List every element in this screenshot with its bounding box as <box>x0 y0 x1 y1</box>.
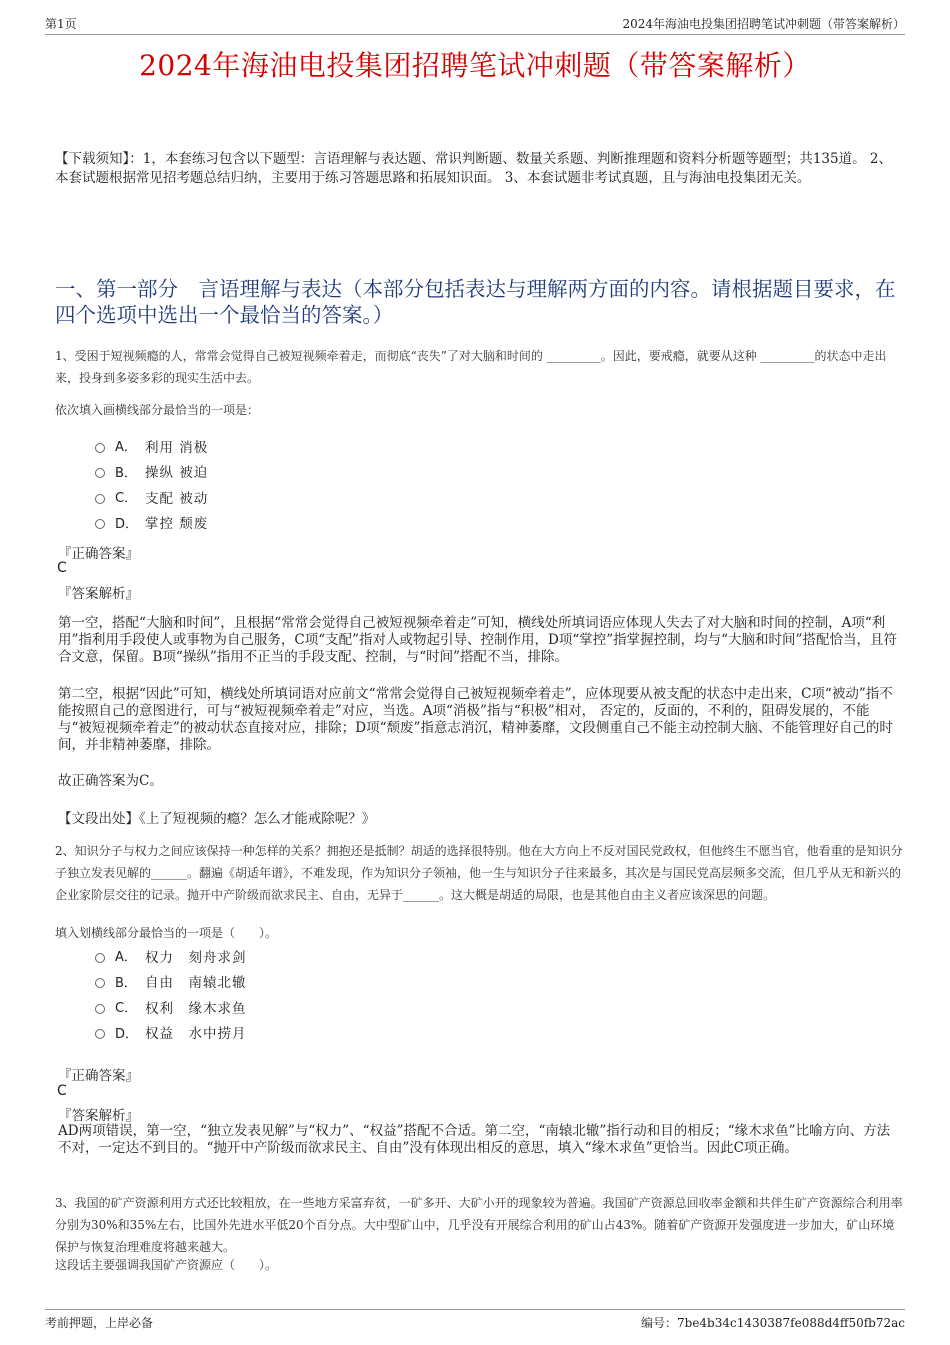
option-text: 支配 被动 <box>145 490 209 507</box>
header-doc-name: 2024年海油电投集团招聘笔试冲刺题（带答案解析） <box>622 17 905 31</box>
analysis-label: 『答案解析』 <box>58 586 139 602</box>
question-1-options <box>95 433 208 535</box>
option-letter: B． <box>115 465 137 481</box>
passage-source: 【文段出处】《上了短视频的瘾？怎么才能戒除呢？》 <box>58 811 376 827</box>
option-letter: A． <box>115 440 137 456</box>
question-2-prompt: 填入划横线部分最恰当的一项是（ ）。 <box>55 926 278 940</box>
footer-divider <box>45 1309 905 1310</box>
option-letter: B． <box>115 975 137 991</box>
option-text: 权益 水中捞月 <box>145 1026 247 1043</box>
option-text: 权利 缘木求鱼 <box>145 1000 247 1017</box>
option-d[interactable] <box>95 510 208 536</box>
document-title: 2024年海油电投集团招聘笔试冲刺题（带答案解析） <box>139 49 811 82</box>
analysis-label: 『答案解析』 <box>58 1108 139 1124</box>
option-text: 利用 消极 <box>145 439 209 456</box>
option-letter: D． <box>115 516 139 532</box>
question-2-stem: 2、知识分子与权力之间应该保持一种怎样的关系？拥抱还是抵制？胡适的选择很特别。他在大方向上不反对国民党政权，但他终生不愿当官，他看重的是知识分子独立发表见解的______。翻遍《胡适年谱》，不难发现，作为知识分子领袖，他一生与知识分子往来最多，其次是与国民党高层频多交流，但几乎从无和新兴的企业家阶层交往的记录。抛开中产阶级而欲求民主、自由，无异于______。这大概是胡适的局限，也是其他自由主义者应该深思的问题。 <box>55 844 903 902</box>
option-text: 操纵 被迫 <box>145 465 209 482</box>
option-a[interactable] <box>95 433 208 459</box>
option-text: 权力 刻舟求剑 <box>145 949 247 966</box>
option-b[interactable] <box>95 459 208 485</box>
footer-slogan: 考前押题，上岸必备 <box>45 1316 154 1330</box>
option-text: 自由 南辕北辙 <box>145 975 247 992</box>
radio-button-icon[interactable] <box>95 443 105 453</box>
question-1-stem: 1、受困于短视频瘾的人，常常会觉得自己被短视频牵着走，而彻底“丧失”了对大脑和时间的 _________。因此，要戒瘾，就要从这种 _________的状态中走出来，投身到多姿多彩的现实生活中去。 <box>55 349 887 385</box>
analysis-paragraph-2: 第二空，根据“因此”可知，横线处所填词语对应前文“常常会觉得自己被短视频牵着走”，应体现要从被支配的状态中走出来，C项“被动”指不能按照自己的意图进行，可与“被短视频牵着走”对应，当选。A项“消极”指与“积极”相对， 否定的，反面的，不利的，阻碍发展的，不能与“被短视频牵着走”的被动状态直接对应，排除；D项“颓废”指意志消沉，精神萎靡，文段侧重自己不能主动控制大脑、不能管理好自己的时间，并非精神萎靡，排除。 <box>58 686 893 753</box>
page-header <box>45 12 905 35</box>
footer-doc-id: 编号：7be4b34c1430387fe088d4ff50fb72ac <box>641 1316 905 1330</box>
analysis-paragraph-1: 第一空，搭配“大脑和时间”，且根据“常常会觉得自己被短视频牵着走”可知，横线处所填词语应体现人失去了对大脑和时间的控制，A项“利用”指利用手段使人或事物为自己服务，C项“支配”指对人或物起引导、控制作用，D项“掌控”指掌握控制，均与“大脑和时间”搭配恰当，且符合文意，保留。B项“操纵”指用不正当的手段支配、控制，与“时间”搭配不当，排除。 <box>58 615 897 665</box>
option-a[interactable] <box>95 943 247 969</box>
answer-value: C <box>57 560 67 576</box>
option-letter: A． <box>115 950 137 966</box>
analysis-conclusion: 故正确答案为C。 <box>58 773 163 789</box>
option-c[interactable] <box>95 484 208 510</box>
radio-button-icon[interactable] <box>95 953 105 963</box>
option-b[interactable] <box>95 969 247 995</box>
radio-button-icon[interactable] <box>95 1029 105 1039</box>
radio-button-icon[interactable] <box>95 978 105 988</box>
analysis-paragraph-1: AD两项错误，第一空，“独立发表见解”与“权力”、“权益”搭配不合适。第二空，“南辕北辙”指行动和目的相反；“缘木求鱼”比喻方向、方法不对，一定达不到目的。“抛开中产阶级而欲求民主、自由”没有体现出相反的意思，填入“缘木求鱼”更恰当。因此C项正确。 <box>58 1123 891 1156</box>
radio-button-icon[interactable] <box>95 494 105 504</box>
option-letter: D． <box>115 1026 139 1042</box>
question-3-stem: 3、我国的矿产资源利用方式还比较粗放，在一些地方采富弃贫，一矿多开、大矿小开的现象较为普遍。我国矿产资源总回收率金额和共伴生矿产资源综合利用率分别为30%和35%左右，比国外先进水平低20个百分点。大中型矿山中，几乎没有开展综合利用的矿山占43%。随着矿产资源开发强度进一步加大，矿山环境保护与恢复治理难度将越来越大。 <box>55 1196 903 1254</box>
page-number: 第1页 <box>45 17 77 31</box>
option-d[interactable] <box>95 1020 247 1046</box>
section-title: 一、第一部分 言语理解与表达（本部分包括表达与理解两方面的内容。请根据题目要求，在四个选项中选出一个最恰当的答案。） <box>55 277 896 327</box>
option-letter: C． <box>115 1001 138 1017</box>
option-text: 掌控 颓废 <box>145 516 209 533</box>
radio-button-icon[interactable] <box>95 468 105 478</box>
option-c[interactable] <box>95 994 247 1020</box>
answer-label: 『正确答案』 <box>58 1068 139 1084</box>
answer-label: 『正确答案』 <box>58 546 139 562</box>
answer-value: C <box>57 1083 67 1099</box>
option-letter: C． <box>115 491 138 507</box>
question-2-options <box>95 943 247 1045</box>
question-1-prompt: 依次填入画横线部分最恰当的一项是： <box>55 403 260 417</box>
radio-button-icon[interactable] <box>95 1004 105 1014</box>
question-3-prompt: 这段话主要强调我国矿产资源应（ ）。 <box>55 1258 278 1272</box>
download-notice: 【下载须知】：1，本套练习包含以下题型：言语理解与表达题、常识判断题、数量关系题、判断推理题和资料分析题等题型；共135道。 2、本套试题根据常见招考题总结归纳，主要用于练习答题思路和拓展知识面。 3、本套试题非考试真题，且与海油电投集团无关。 <box>55 151 892 186</box>
radio-button-icon[interactable] <box>95 519 105 529</box>
